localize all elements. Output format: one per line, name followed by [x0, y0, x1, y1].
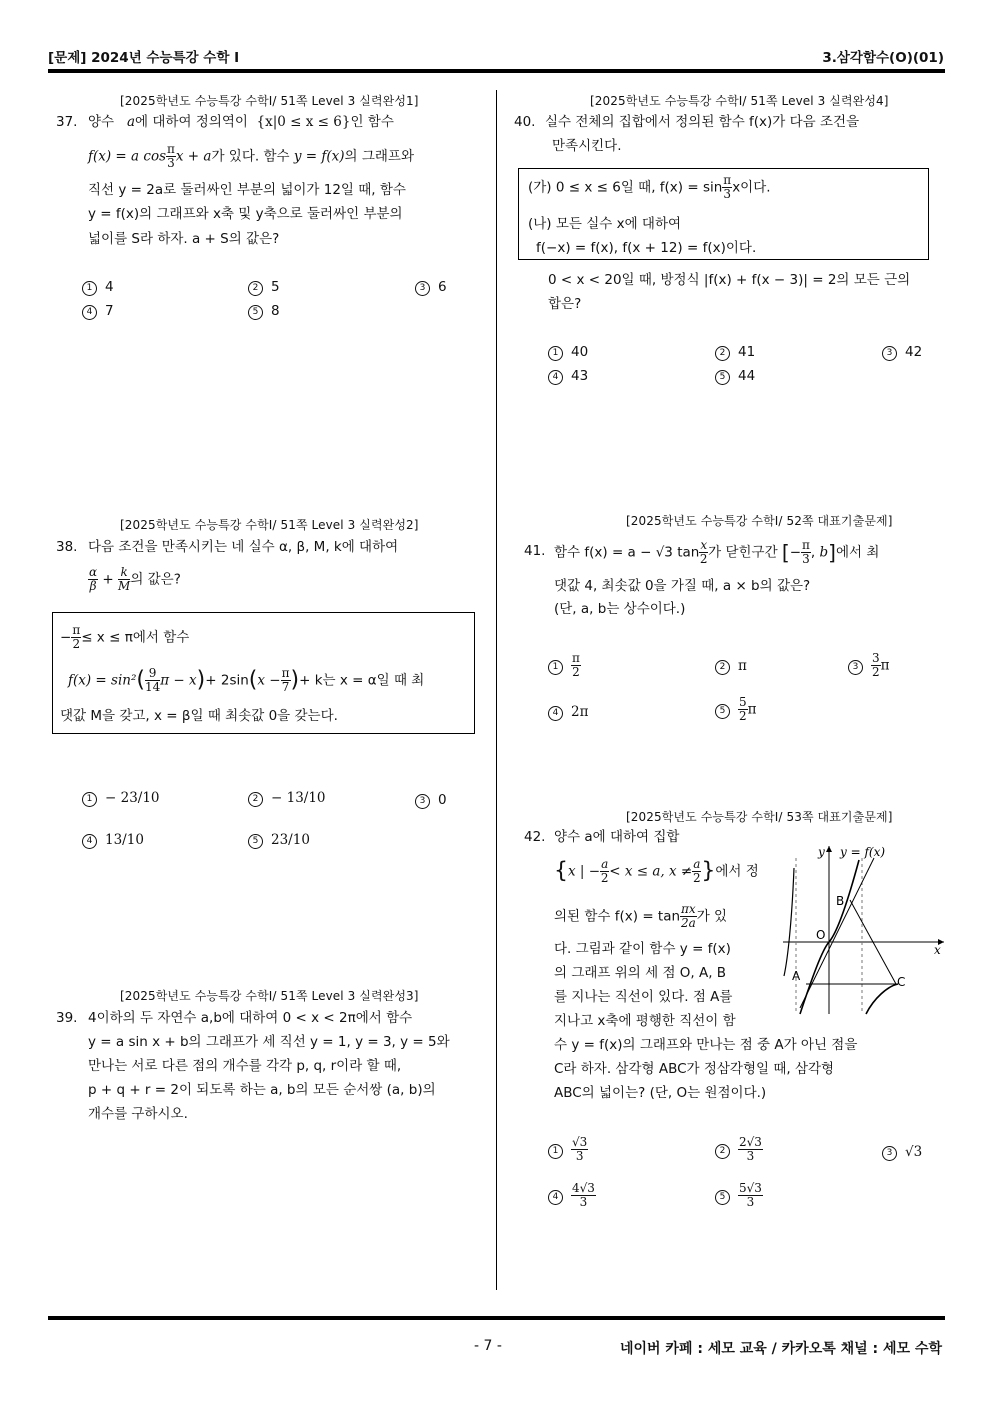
tan-curve-right [866, 984, 898, 1014]
q38-choice-5[interactable]: 5 23/10 [248, 832, 310, 849]
q40-line2: 만족시킨다. [552, 138, 622, 154]
q37-choice-2[interactable]: 2 5 [248, 279, 280, 296]
q38-choice-4[interactable]: 4 13/10 [82, 832, 144, 849]
q41-choice-2[interactable]: 2 π [715, 658, 747, 675]
header-left: [문제] 2024년 수능특강 수학 I [48, 50, 240, 66]
q40-choice-5[interactable]: 5 44 [715, 368, 755, 385]
q40-box-line2: (나) 모든 실수 x에 대하여 [528, 216, 682, 232]
q38-choice-2[interactable]: 2 − 13/10 [248, 790, 326, 807]
point-O-label: O [816, 928, 826, 942]
q39-source: [2025학년도 수능특강 수학Ⅰ/ 51쪽 Level 3 실력완성3] [120, 989, 419, 1003]
q42-line7: 지나고 x축에 평행한 직선이 함 [554, 1013, 736, 1029]
tan-curve-left [784, 868, 794, 976]
q42-source: [2025학년도 수능특강 수학Ⅰ/ 53쪽 대표기출문제] [626, 810, 893, 824]
q42-line10: ABC의 넓이는? (단, O는 원점이다.) [554, 1085, 767, 1101]
q40-choice-3[interactable]: 3 42 [882, 344, 922, 361]
q38-box-line3: 댓값 M을 갖고, x = β일 때 최솟값 0을 갖는다. [60, 708, 338, 724]
point-C-label: C [897, 975, 906, 989]
q37-frac-pi-3: $\frac{\pi}{3}$ [167, 142, 175, 170]
q37-choice-4[interactable]: 4 7 [82, 303, 114, 320]
q38-choice-3[interactable]: 3 0 [415, 792, 447, 809]
q42-choice-3[interactable]: 3 √3 [882, 1144, 922, 1161]
q40-box-line1: (가) 0 ≤ x ≤ 6일 때, f(x) = sin $\frac{\pi}{3}$ x이다. [528, 173, 771, 201]
q37-line5: 넓이를 S라 하자. a + S의 값은? [88, 231, 280, 247]
q38-number: 38. [56, 539, 78, 555]
q38-choice-1[interactable]: 1 − 23/10 [82, 790, 160, 807]
top-rule [48, 69, 945, 73]
q42-line8: 수 y = f(x)의 그래프와 만나는 점 중 A가 아닌 점을 [554, 1037, 858, 1053]
q38-line1: 다음 조건을 만족시키는 네 실수 α, β, M, k에 대하여 [88, 539, 399, 555]
q41-choice-3[interactable]: 3 $\frac{3}{2}$ π [848, 652, 890, 679]
q41-line2: 댓값 4, 최솟값 0을 가질 때, a × b의 값은? [554, 578, 811, 594]
column-divider [496, 90, 497, 1290]
q41-number: 41. [524, 543, 546, 559]
point-B-label: B [836, 894, 845, 908]
q42-line3: 의된 함수 f(x) = tan $\frac{\pi x}{2a}$ 가 있 [554, 902, 728, 930]
q41-choice-5[interactable]: 5 $\frac{5}{2}$ π [715, 696, 757, 723]
q39-line3: 만나는 서로 다른 점의 개수를 각각 p, q, r이라 할 때, [88, 1058, 402, 1074]
graph-curve-label: y = f(x) [840, 845, 886, 859]
graph-x-label: x [934, 943, 941, 957]
q37-number: 37. [56, 114, 78, 130]
line-OAB [800, 858, 874, 1008]
q40-box-line3: f(−x) = f(x), f(x + 12) = f(x)이다. [536, 240, 757, 256]
q39-number: 39. [56, 1010, 78, 1026]
q40-line1: 실수 전체의 집합에서 정의된 함수 f(x)가 다음 조건을 [545, 114, 860, 130]
page-number: - 7 - [474, 1338, 502, 1354]
q39-line4: p + q + r = 2이 되도록 하는 a, b의 모든 순서쌍 (a, b)의 [88, 1082, 436, 1098]
q37-line3: 직선 y = 2a로 둘러싸인 부분의 넓이가 12일 때, 함수 [88, 182, 406, 198]
q39-line1: 4이하의 두 자연수 a,b에 대하여 0 < x < 2π에서 함수 [88, 1010, 413, 1026]
bottom-rule [48, 1316, 945, 1320]
q37-line1: 양수 a에 대하여 정의역이 {x|0 ≤ x ≤ 6}인 함수 [88, 114, 394, 130]
q38-line2: $\frac{\alpha}{\beta}$ + $\frac{k}{M}$ 의 값은? [89, 565, 181, 593]
q40-line3: 0 < x < 20일 때, 방정식 |f(x) + f(x − 3)| = 2의 모든 근의 [548, 272, 911, 288]
q41-line3: (단, a, b는 상수이다.) [554, 601, 686, 617]
q40-line4: 합은? [548, 296, 582, 312]
q41-choice-1[interactable]: 1 $\frac{\pi}{2}$ [548, 652, 581, 679]
q38-box-line2: f(x) = sin²( $\frac{9}{14}$ π − x)+ 2sin(x − $\frac{\pi}{7}$ )+ k는 x = α일 때 최 [68, 666, 425, 694]
q41-choice-4[interactable]: 4 2π [548, 704, 588, 721]
q37-choice-1[interactable]: 1 4 [82, 279, 114, 296]
q39-line5: 개수를 구하시오. [88, 1106, 188, 1122]
point-A-label: A [792, 969, 801, 983]
y-axis-arrow [826, 846, 832, 852]
header-right: 3.삼각함수(O)(01) [822, 50, 944, 66]
q42-line4: 다. 그림과 같이 함수 y = f(x) [554, 941, 731, 957]
q42-choice-5[interactable]: 5 $\frac{5√3}{3}$ [715, 1182, 763, 1209]
q41-source: [2025학년도 수능특강 수학Ⅰ/ 52쪽 대표기출문제] [626, 514, 893, 528]
q38-source: [2025학년도 수능특강 수학Ⅰ/ 51쪽 Level 3 실력완성2] [120, 518, 419, 532]
q38-box-line1: − $\frac{\pi}{2}$ ≤ x ≤ π에서 함수 [60, 623, 190, 651]
q42-choice-1[interactable]: 1 $\frac{√3}{3}$ [548, 1136, 588, 1163]
q41-line1: 함수 f(x) = a − √3 tan $\frac{x}{2}$ 가 닫힌구간 [− $\frac{\pi}{3}$ , b]에서 최 [554, 538, 880, 566]
q40-choice-4[interactable]: 4 43 [548, 368, 588, 385]
q40-choice-1[interactable]: 1 40 [548, 344, 588, 361]
q42-line6: 를 지나는 직선이 있다. 점 A를 [554, 989, 733, 1005]
q37-choice-5[interactable]: 5 8 [248, 303, 280, 320]
footer-brand: 네이버 카페 : 세모 교육 / 카카오톡 채널 : 세모 수학 [619, 1341, 942, 1357]
q42-line9: C라 하자. 삼각형 ABC가 정삼각형일 때, 삼각형 [554, 1061, 835, 1077]
q42-choice-4[interactable]: 4 $\frac{4√3}{3}$ [548, 1182, 596, 1209]
q42-choice-2[interactable]: 2 $\frac{2√3}{3}$ [715, 1136, 763, 1163]
q39-line2: y = a sin x + b의 그래프가 세 직선 y = 1, y = 3, y = 5와 [88, 1034, 450, 1050]
q42-line1: 양수 a에 대하여 집합 [554, 829, 680, 845]
graph-y-label: y [818, 845, 825, 859]
q37-source: [2025학년도 수능특강 수학Ⅰ/ 51쪽 Level 3 실력완성1] [120, 94, 419, 108]
q40-choice-2[interactable]: 2 41 [715, 344, 755, 361]
q37-line4: y = f(x)의 그래프와 x축 및 y축으로 둘러싸인 부분의 [88, 206, 403, 222]
q42-line2: {x | − $\frac{a}{2}$ < x ≤ a, x ≠ $\frac{a}{2}$ }에서 정 [554, 857, 759, 885]
q40-source: [2025학년도 수능특강 수학Ⅰ/ 51쪽 Level 3 실력완성4] [590, 94, 889, 108]
q42-graph [778, 838, 948, 1018]
q42-line5: 의 그래프 위의 세 점 O, A, B [554, 965, 727, 981]
q40-number: 40. [514, 114, 536, 130]
q37-choice-3[interactable]: 3 6 [415, 279, 447, 296]
q37-line2: f(x) = a cos $\frac{\pi}{3}$ x + a가 있다. 함수 y = f(x)의 그래프와 [88, 142, 415, 170]
q42-number: 42. [524, 829, 546, 845]
